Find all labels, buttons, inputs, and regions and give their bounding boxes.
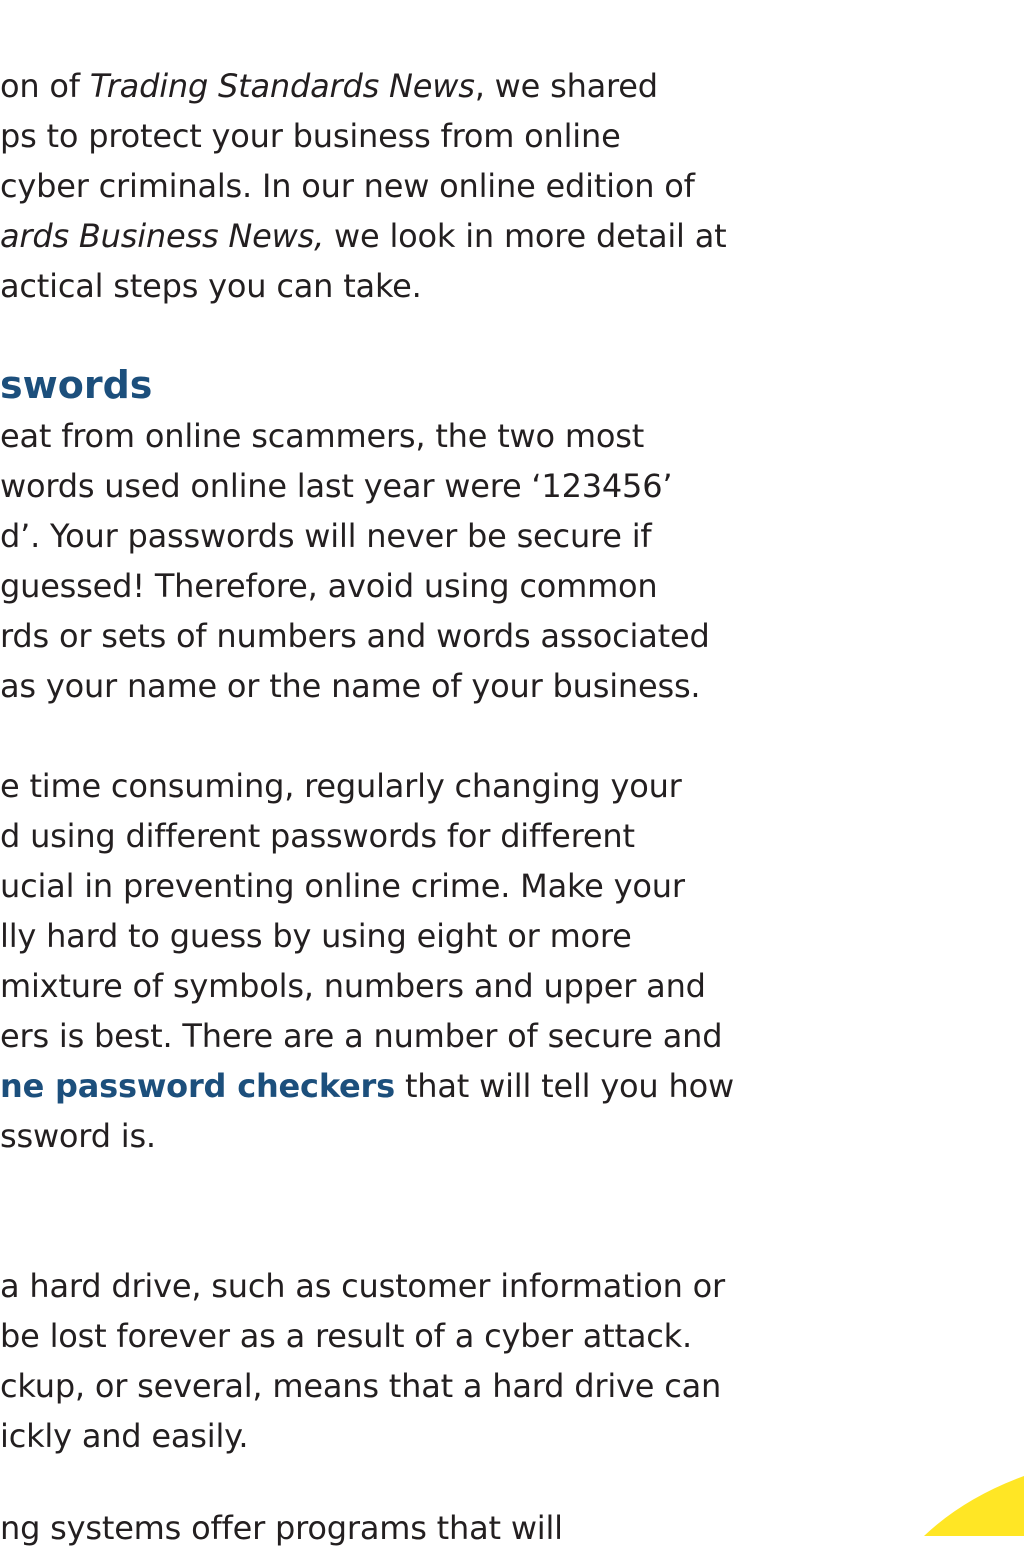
backup-line: be lost forever as a result of a cyber attack.	[0, 1317, 692, 1355]
passwords-p2-line: ers is best. There are a number of secure and	[0, 1017, 723, 1055]
passwords-heading: swords	[0, 363, 153, 407]
passwords-p2-line: ssword is.	[0, 1117, 156, 1155]
passwords-p2-line: mixture of symbols, numbers and upper and	[0, 967, 706, 1005]
intro-line-1-post: , we shared	[474, 67, 658, 105]
passwords-p1-line: words used online last year were ‘123456’	[0, 467, 673, 505]
intro-line-2: ps to protect your business from online	[0, 117, 621, 155]
publication-title: Trading Standards News	[89, 67, 475, 105]
intro-line-4-post: we look in more detail at	[324, 217, 727, 255]
backup-partial-line: ng systems offer programs that will	[0, 1509, 563, 1547]
passwords-p2-line: d using different passwords for different	[0, 817, 635, 855]
backup-line: ickly and easily.	[0, 1417, 249, 1455]
intro-line-1	[0, 66, 658, 106]
password-checkers-link[interactable]: ne password checkers	[0, 1067, 395, 1105]
intro-line-4	[0, 216, 726, 256]
passwords-p1-line: guessed! Therefore, avoid using common	[0, 567, 658, 605]
passwords-p1-line: as your name or the name of your business.	[0, 667, 701, 705]
intro-line-1-pre: on of	[0, 67, 90, 105]
passwords-p1-line: rds or sets of numbers and words associated	[0, 617, 710, 655]
yellow-corner-shape	[924, 1476, 1024, 1536]
backup-line: a hard drive, such as customer information or	[0, 1267, 725, 1305]
passwords-p1-line: d’. Your passwords will never be secure if	[0, 517, 652, 555]
backup-line: ckup, or several, means that a hard drive can	[0, 1367, 722, 1405]
passwords-p2-link-post: that will tell you how	[394, 1067, 734, 1105]
intro-line-5: actical steps you can take.	[0, 267, 422, 305]
passwords-p2-line: ucial in preventing online crime. Make your	[0, 867, 685, 905]
passwords-p2-line: lly hard to guess by using eight or more	[0, 917, 632, 955]
passwords-p1-line: eat from online scammers, the two most	[0, 417, 645, 455]
passwords-p2-line-with-link	[0, 1066, 734, 1106]
passwords-p2-line: e time consuming, regularly changing your	[0, 767, 682, 805]
intro-line-3: cyber criminals. In our new online edition of	[0, 167, 695, 205]
business-news-title: ards Business News,	[0, 217, 325, 255]
